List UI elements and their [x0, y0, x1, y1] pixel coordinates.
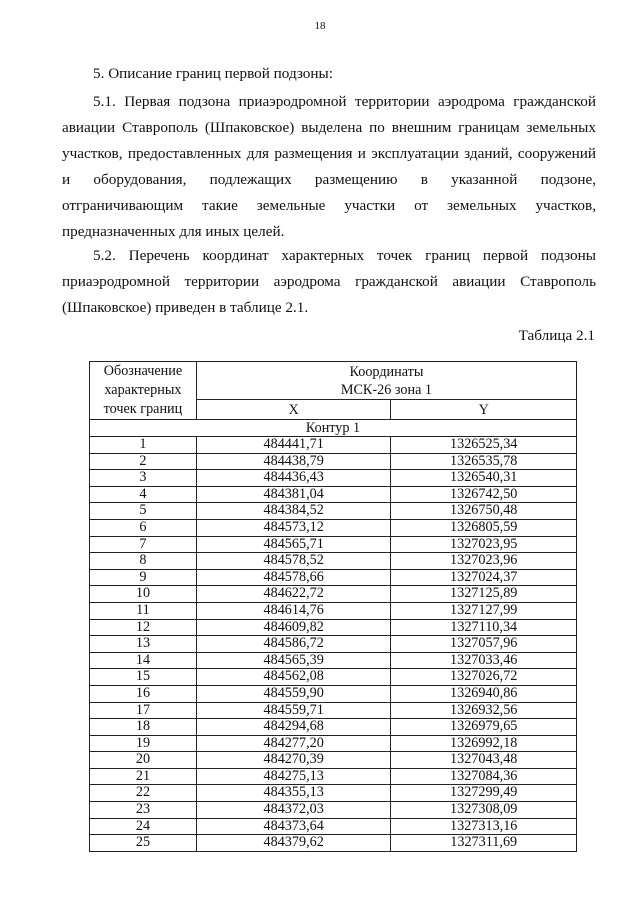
- header-coordinates-line: МСК-26 зона 1: [340, 381, 433, 398]
- header-point-line: точек границ: [103, 401, 183, 417]
- x-coordinate-cell: 484275,13: [196, 768, 391, 785]
- x-coordinate-cell: 484573,12: [196, 519, 391, 536]
- table-row: [90, 553, 577, 570]
- point-number-cell: 14: [90, 652, 197, 669]
- x-coordinate-cell: 484614,76: [196, 602, 391, 619]
- paragraph-5-2: 5.2. Перечень координат характерных точек границ первой подзоны приаэродромной территории аэродрома гражданской авиации Ставрополь (Шпаковское) приведен в таблице 2.1.: [62, 247, 596, 316]
- table-row: [90, 519, 577, 536]
- y-coordinate-cell: 1327299,49: [391, 785, 577, 802]
- x-coordinate-cell: 484609,82: [196, 619, 391, 636]
- header-point-line: Обозначение: [103, 363, 183, 379]
- y-coordinate-cell: 1327024,37: [391, 569, 577, 586]
- point-number-cell: 12: [90, 619, 197, 636]
- y-coordinate-cell: 1326805,59: [391, 519, 577, 536]
- table-row: [90, 453, 577, 470]
- point-number-cell: 22: [90, 785, 197, 802]
- y-coordinate-cell: 1326750,48: [391, 503, 577, 520]
- y-coordinate-cell: 1326535,78: [391, 453, 577, 470]
- point-number-cell: 5: [90, 503, 197, 520]
- point-number-cell: 20: [90, 752, 197, 769]
- y-coordinate-cell: 1326742,50: [391, 486, 577, 503]
- table-row: [90, 752, 577, 769]
- table-row: [90, 470, 577, 487]
- table-row: [90, 569, 577, 586]
- header-x: X: [196, 400, 391, 420]
- table-row: [90, 835, 577, 852]
- x-coordinate-cell: 484294,68: [196, 719, 391, 736]
- table-row: [90, 652, 577, 669]
- x-coordinate-cell: 484578,52: [196, 553, 391, 570]
- point-number-cell: 24: [90, 818, 197, 835]
- point-number-cell: 10: [90, 586, 197, 603]
- y-coordinate-cell: 1327033,46: [391, 652, 577, 669]
- x-coordinate-cell: 484562,08: [196, 669, 391, 686]
- header-y: Y: [391, 400, 577, 420]
- table-row: [90, 719, 577, 736]
- point-number-cell: 4: [90, 486, 197, 503]
- y-coordinate-cell: 1326940,86: [391, 685, 577, 702]
- y-coordinate-cell: 1327110,34: [391, 619, 577, 636]
- section-heading: 5. Описание границ первой подзоны:: [93, 65, 333, 82]
- x-coordinate-cell: 484559,71: [196, 702, 391, 719]
- x-coordinate-cell: 484578,66: [196, 569, 391, 586]
- y-coordinate-cell: 1327313,16: [391, 818, 577, 835]
- table-row: [90, 685, 577, 702]
- y-coordinate-cell: 1326540,31: [391, 470, 577, 487]
- x-coordinate-cell: 484373,64: [196, 818, 391, 835]
- header-point-label: [90, 362, 197, 420]
- table-row: [90, 702, 577, 719]
- coordinates-table: [89, 361, 577, 852]
- x-coordinate-cell: 484438,79: [196, 453, 391, 470]
- x-coordinate-cell: 484586,72: [196, 636, 391, 653]
- table-row: [90, 785, 577, 802]
- y-coordinate-cell: 1327043,48: [391, 752, 577, 769]
- point-number-cell: 6: [90, 519, 197, 536]
- x-coordinate-cell: 484559,90: [196, 685, 391, 702]
- point-number-cell: 1: [90, 437, 197, 454]
- point-number-cell: 13: [90, 636, 197, 653]
- y-coordinate-cell: 1327308,09: [391, 802, 577, 819]
- point-number-cell: 7: [90, 536, 197, 553]
- point-number-cell: 16: [90, 685, 197, 702]
- x-coordinate-cell: 484622,72: [196, 586, 391, 603]
- y-coordinate-cell: 1327127,99: [391, 602, 577, 619]
- point-number-cell: 9: [90, 569, 197, 586]
- x-coordinate-cell: 484277,20: [196, 735, 391, 752]
- x-coordinate-cell: 484384,52: [196, 503, 391, 520]
- y-coordinate-cell: 1326932,56: [391, 702, 577, 719]
- table-row: [90, 619, 577, 636]
- y-coordinate-cell: 1327026,72: [391, 669, 577, 686]
- table-caption: Таблица 2.1: [518, 327, 595, 344]
- header-point-line: характерных: [104, 382, 182, 398]
- table-row: [90, 802, 577, 819]
- page-number: 18: [314, 20, 326, 32]
- table-row: [90, 586, 577, 603]
- y-coordinate-cell: 1326525,34: [391, 437, 577, 454]
- point-number-cell: 23: [90, 802, 197, 819]
- table-row: [90, 437, 577, 454]
- point-number-cell: 8: [90, 553, 197, 570]
- x-coordinate-cell: 484565,39: [196, 652, 391, 669]
- point-number-cell: 17: [90, 702, 197, 719]
- table-row: [90, 602, 577, 619]
- y-coordinate-cell: 1327125,89: [391, 586, 577, 603]
- table-row: [90, 486, 577, 503]
- point-number-cell: 11: [90, 602, 197, 619]
- table-row: [90, 768, 577, 785]
- y-coordinate-cell: 1327023,95: [391, 536, 577, 553]
- x-coordinate-cell: 484379,62: [196, 835, 391, 852]
- point-number-cell: 18: [90, 719, 197, 736]
- y-coordinate-cell: 1327023,96: [391, 553, 577, 570]
- x-coordinate-cell: 484441,71: [196, 437, 391, 454]
- point-number-cell: 21: [90, 768, 197, 785]
- x-coordinate-cell: 484436,43: [196, 470, 391, 487]
- table-row: [90, 503, 577, 520]
- header-coordinates: [196, 362, 576, 400]
- point-number-cell: 15: [90, 669, 197, 686]
- y-coordinate-cell: 1327057,96: [391, 636, 577, 653]
- header-coordinates-line: Координаты: [349, 363, 424, 380]
- x-coordinate-cell: 484381,04: [196, 486, 391, 503]
- y-coordinate-cell: 1327311,69: [391, 835, 577, 852]
- point-number-cell: 19: [90, 735, 197, 752]
- contour-label: Контур 1: [90, 420, 577, 437]
- point-number-cell: 25: [90, 835, 197, 852]
- table-row: [90, 735, 577, 752]
- table-row: [90, 669, 577, 686]
- point-number-cell: 2: [90, 453, 197, 470]
- x-coordinate-cell: 484565,71: [196, 536, 391, 553]
- table-row: [90, 536, 577, 553]
- table-row: [90, 636, 577, 653]
- y-coordinate-cell: 1326992,18: [391, 735, 577, 752]
- x-coordinate-cell: 484355,13: [196, 785, 391, 802]
- point-number-cell: 3: [90, 470, 197, 487]
- x-coordinate-cell: 484372,03: [196, 802, 391, 819]
- x-coordinate-cell: 484270,39: [196, 752, 391, 769]
- y-coordinate-cell: 1327084,36: [391, 768, 577, 785]
- y-coordinate-cell: 1326979,65: [391, 719, 577, 736]
- paragraph-5-1: 5.1. Первая подзона приаэродромной территории аэродрома гражданской авиации Ставрополь (Шпаковское) выделена по внешним границам земельных участков, предоставленных для размещения и эксплуатации зданий, сооружений и оборудования, подлежащих размещению в указанной подзоне, отграничивающим такие земельные участки от земельных участков, предназначенных для иных целей.: [62, 93, 596, 240]
- table-row: [90, 818, 577, 835]
